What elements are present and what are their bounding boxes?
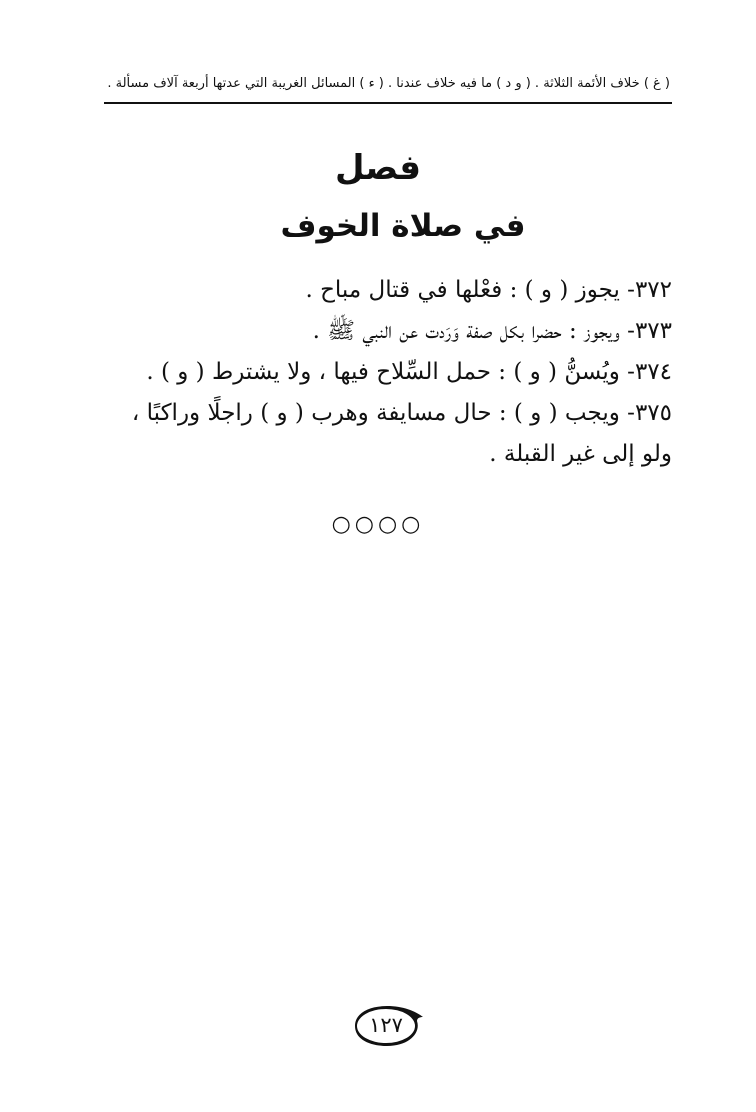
paragraph-375: ٣٧٥- ويجب ( و ) : حال مسايفة وهرب ( و ) راجلًا وراكبًا ، ولو إلى غير القبلة . — [131, 400, 672, 467]
page-number: ١٢٧ — [369, 1013, 403, 1037]
section-title: فصل — [334, 148, 422, 188]
body-text — [98, 270, 672, 475]
section-subtitle: في صلاة الخوف — [280, 208, 526, 244]
page-number-badge — [351, 1003, 427, 1049]
end-of-section-marks: ○○○○ — [331, 512, 425, 537]
paragraph-372: ٣٧٢- يجوز ( و ) : فعْلها في قتال مباح . — [305, 277, 672, 303]
running-header: ( غ ) خلاف الأئمة الثلاثة . ( و د ) ما فيه خلاف عندنا . ( ء ) المسائل الغريبة التي عدتها أربعة آلاف مسألة . — [107, 76, 670, 91]
paragraph-373: ٣٧٣- ويجوز : حضرا بكل صفة وَرَدت عن النبي ﷺ . — [312, 318, 672, 344]
header-rule — [104, 102, 672, 104]
paragraph-374: ٣٧٤- ويُسنُّ ( و ) : حمل السِّلاح فيها ، ولا يشترط ( و ) . — [146, 359, 672, 385]
